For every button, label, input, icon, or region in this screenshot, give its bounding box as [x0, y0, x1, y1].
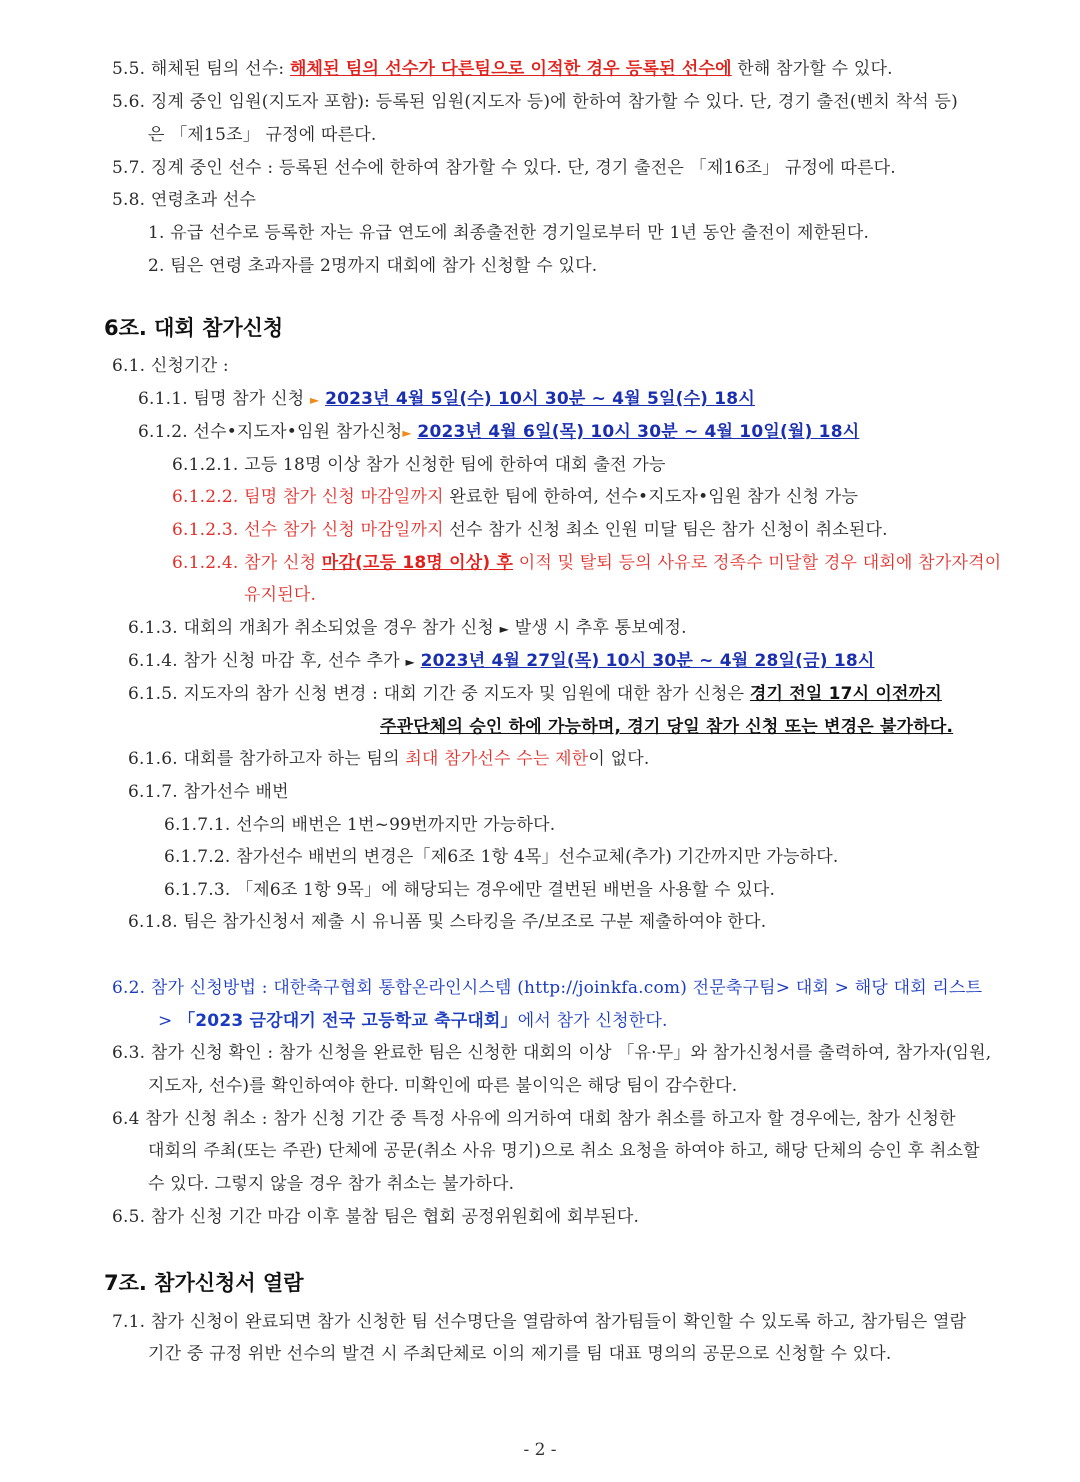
clause-6-1-2-3-emphasis: 선수 참가 신청 마감일까지 [244, 520, 444, 540]
clause-6-1-3-label: 6.1.3. 대회의 개최가 취소되었을 경우 참가 신청 [128, 618, 495, 638]
page-number: - 2 - [523, 1440, 557, 1460]
clause-6-5: 6.5. 참가 신청 기간 마감 이후 불참 팀은 협회 공정위원회에 회부된다. [112, 1207, 640, 1227]
clause-6-1-6-tail: 이 없다. [588, 749, 650, 769]
clause-6-1-2-4-num: 6.1.2.4. [172, 553, 245, 573]
clause-6-1-7-2: 6.1.7.2. 참가선수 배번의 변경은「제6조 1항 4목」선수교체(추가) 기간까지만 가능하다. [164, 847, 839, 867]
clause-6-1-2-1: 6.1.2.1. 고등 18명 이상 참가 신청한 팀에 한하여 대회 출전 가능 [172, 455, 666, 475]
clause-6-2-chevron: > [158, 1011, 179, 1031]
clause-6-1-4-label: 6.1.4. 참가 신청 마감 후, 선수 추가 [128, 651, 400, 671]
clause-6-1-7-3: 6.1.7.3. 「제6조 1항 9목」에 해당되는 경우에만 결번된 배번을 사용할 수 있다. [164, 880, 776, 900]
clause-6-2-line2 [158, 1010, 668, 1032]
arrow-right-icon: ► [405, 655, 415, 669]
clause-6-1-5 [128, 683, 942, 705]
clause-7-1-line2: 기간 중 규정 위반 선수의 발견 시 주최단체로 이의 제기를 팀 대표 명의의 공문으로 신청할 수 있다. [148, 1344, 892, 1364]
clause-5-7: 5.7. 징계 중인 선수 : 등록된 선수에 한하여 참가할 수 있다. 단, 경기 출전은 「제16조」 규정에 따른다. [112, 158, 896, 178]
clause-6-3-line1: 6.3. 참가 신청 확인 : 참가 신청을 완료한 팀은 신청한 대회의 이상 「유·무」와 참가신청서를 출력하여, 참가자(임원, [112, 1043, 992, 1063]
clause-5-5 [112, 58, 893, 80]
clause-6-1-2-2-emphasis: 팀명 참가 신청 마감일까지 [244, 487, 444, 507]
clause-6-1-4 [128, 650, 875, 673]
clause-6-1-6 [128, 748, 649, 770]
section-7-heading: 7조. 참가신청서 열람 [104, 1271, 304, 1295]
clause-6-1-5-emphasis: 경기 전일 17시 이전까지 [749, 684, 942, 704]
clause-6-1-6-emphasis: 최대 참가선수 수는 제한 [405, 749, 589, 769]
team-registration-period: 2023년 4월 5일(수) 10시 30분 ~ 4월 5일(수) 18시 [325, 389, 755, 409]
clause-5-8: 5.8. 연령초과 선수 [112, 190, 257, 210]
clause-6-1-2-label: 6.1.2. 선수•지도자•임원 참가신청 [138, 422, 403, 442]
clause-6-1-2-4-emphasis: 마감(고등 18명 이상) 후 [321, 553, 514, 573]
clause-6-2-tail: 에서 참가 신청한다. [517, 1011, 668, 1031]
clause-5-6-line2: 은 「제15조」 규정에 따른다. [148, 125, 377, 145]
clause-5-5-label: 5.5. 해체된 팀의 선수: [112, 59, 290, 79]
clause-6-1-7: 6.1.7. 참가선수 배번 [128, 782, 289, 802]
clause-5-8-item1: 1. 유급 선수로 등록한 자는 유급 연도에 최종출전한 경기일로부터 만 1년 동안 출전이 제한된다. [148, 223, 870, 243]
clause-6-1-8: 6.1.8. 팀은 참가신청서 제출 시 유니폼 및 스타킹을 주/보조로 구분 제출하여야 한다. [128, 912, 767, 932]
clause-6-1-2-3-num: 6.1.2.3. [172, 520, 245, 540]
clause-5-5-tail: 한해 참가할 수 있다. [731, 59, 893, 79]
clause-5-5-emphasis: 해체된 팀의 선수가 다른팀으로 이적한 경우 등록된 선수에 [289, 59, 732, 79]
clause-7-1-line1: 7.1. 참가 신청이 완료되면 참가 신청한 팀 선수명단을 열람하여 참가팀들이 확인할 수 있도록 하고, 참가팀은 열람 [112, 1312, 967, 1332]
clause-6-1-2-2-tail: 완료한 팀에 한하여, 선수•지도자•임원 참가 신청 가능 [443, 487, 859, 507]
clause-6-1-2-3 [172, 519, 888, 541]
clause-6-1-2-4-tail: 이적 및 탈퇴 등의 사유로 정족수 미달할 경우 대회에 참가자격이 [513, 553, 1002, 573]
clause-6-1-7-1: 6.1.7.1. 선수의 배번은 1번~99번까지만 가능하다. [164, 815, 556, 835]
arrow-right-icon: ► [499, 622, 510, 636]
clause-6-4-line2: 대회의 주최(또는 주관) 단체에 공문(취소 사유 명기)으로 취소 요청을 하여야 하고, 해당 단체의 승인 후 취소할 [148, 1141, 980, 1161]
clause-6-1-6-label: 6.1.6. 대회를 참가하고자 하는 팀의 [128, 749, 406, 769]
clause-6-1-1 [138, 388, 755, 411]
arrow-right-icon: ► [310, 393, 320, 407]
arrow-right-icon: ► [402, 426, 412, 440]
clause-6-4-line1: 6.4 참가 신청 취소 : 참가 신청 기간 중 특정 사유에 의거하여 대회 참가 취소를 하고자 할 경우에는, 참가 신청한 [112, 1109, 956, 1129]
clause-6-1-2 [138, 421, 859, 444]
clause-6-1: 6.1. 신청기간 : [112, 356, 229, 376]
clause-6-1-3 [128, 617, 687, 640]
clause-6-1-5-line2: 주관단체의 승인 하에 가능하며, 경기 당일 참가 신청 또는 변경은 불가하다. [380, 717, 954, 737]
clause-6-1-2-4-line2: 유지된다. [244, 585, 317, 605]
clause-6-2-line1: 6.2. 참가 신청방법 : 대한축구협회 통합온라인시스템 (http://joinkfa.com) 전문축구팀> 대회 > 해당 대회 리스트 [112, 978, 983, 998]
player-registration-period: 2023년 4월 6일(목) 10시 30분 ~ 4월 10일(월) 18시 [417, 422, 860, 442]
clause-6-3-line2: 지도자, 선수)를 확인하여야 한다. 미확인에 따른 불이익은 해당 팀이 감수한다. [148, 1076, 738, 1096]
clause-6-1-2-2 [172, 486, 858, 508]
clause-6-1-2-3-tail: 선수 참가 신청 최소 인원 미달 팀은 참가 신청이 취소된다. [443, 520, 888, 540]
player-addition-period: 2023년 4월 27일(목) 10시 30분 ~ 4월 28일(금) 18시 [420, 651, 875, 671]
clause-6-1-1-label: 6.1.1. 팀명 참가 신청 [138, 389, 305, 409]
clause-6-1-2-4-text: 참가 신청 [244, 553, 322, 573]
clause-6-4-line3: 수 있다. 그렇지 않을 경우 참가 취소는 불가하다. [148, 1174, 515, 1194]
clause-5-6-line1: 5.6. 징계 중인 임원(지도자 포함): 등록된 임원(지도자 등)에 한하여 참가할 수 있다. 단, 경기 출전(벤치 착석 등) [112, 92, 958, 112]
clause-6-1-3-tail: 발생 시 추후 통보예정. [514, 618, 687, 638]
clause-6-1-2-4 [172, 552, 1001, 574]
clause-5-8-item2: 2. 팀은 연령 초과자를 2명까지 대회에 참가 신청할 수 있다. [148, 256, 598, 276]
tournament-name: 「2023 금강대기 전국 고등학교 축구대회」 [178, 1011, 518, 1031]
clause-6-1-5-label: 6.1.5. 지도자의 참가 신청 변경 : 대회 기간 중 지도자 및 임원에 대한 참가 신청은 [128, 684, 750, 704]
clause-6-1-2-2-num: 6.1.2.2. [172, 487, 245, 507]
section-6-heading: 6조. 대회 참가신청 [104, 316, 284, 340]
